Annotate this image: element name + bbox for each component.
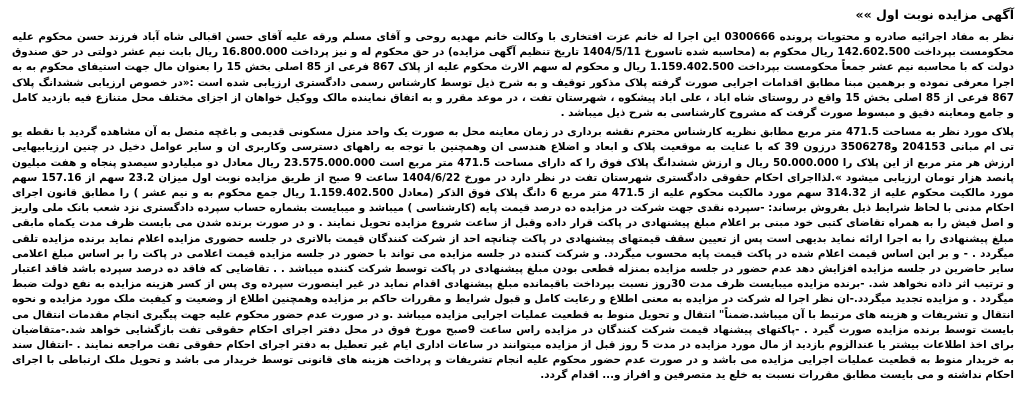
notice-paragraph-execution-details: نظر به مفاد اجرائیه صادره و محتویات پرونده 0300666 این اجرا له خانم عزت افتخاری با وکالت خانم مهدیه روحی و آقای مسلم ورقه علیه آقای حسن اقبالی شاه آباد فرزند حسن محکوم علیه محکومست بپرداخت 142.602.500 ریال محکوم به (محاسبه شده تاسورخ 1404/5/11 تاریخ تنظیم آگهی مزایده) در حق محکوم له و نیز پرداخت 16.800.000 ریال بابت نیم عشر دولتی در حق صندوق دولت که با محاسبه نیم عشر جمعاً محکومست بپرداخت 1.159.402.500 ریال و محکوم له سهم الارث محکوم علیه از پلاک 867 فرعی از 85 اصلی بخش 15 را بعنوان مال جهت استیفای محکوم به به اجرا معرفی نموده و برهمین مبنا مطابق اقدامات اجرایی صورت گرفته پلاک مذکور توقیف و به شرح ذیل توسط کارشناس رسمی دادگستری ارزیابی شده است :«در خصوص ارزیابی ششدانگ پلاک 867 فرعی از 85 اصلی بخش 15 واقع در روستای شاه اباد ، علی اباد پیشکوه ، شهرستان تفت ، در موعد مقرر و به اتفاق نماینده مالک ووکیل خواهان از اجزای مختلف محل متنازع فیه بازدید کامل و جامع ومعاینه دقیق و مبسوط صورت گرفت که مشروح کارشناسی به شرح ذیل میباشد . xyxy=(12,31,1014,120)
notice-title: آگهی مزایده نوبت اول »» xyxy=(855,7,1014,22)
notice-paragraph-property-and-conditions: پلاک مورد نظر به مساحت 471.5 متر مربع مطابق نظریه کارشناس محترم نقشه برداری در زمان معاینه محل به صورت یک واحد منزل مسکونی قدیمی و باغچه متصل به آن مشاهده گردید با نقطه یو تی ام مبانی 204153 و3506278 درزون 39 که با عنایت به موقعیت پلاک و ابعاد و اضلاع هندسی ان وهمچنین با توجه به راههای دسترسی وکاربری ان و سایر عوامل دخیل در چنین ارزیابیهایی ارزش هر متر مربع از این پلاک را 50.000.000 ریال و ارزش ششدانگ پلاک فوق را که دارای مساحت 471.5 متر مربع است 23.575.000.000 ریال معادل دو میلیاردو سیصدو پنجاه و هفت میلیون پانصد هزار تومان ارزیابی میشود ».لذااجرای احکام حقوقی دادگستری شهرستان تفت در نظر دارد در مورخ 1404/6/22 ساعت 9 صبح از طریق مزایده نوبت اول میزان 23.2 سهم از 157.16 سهم مورد مالکیت محکوم علیه از 314.32 سهم مورد مالکیت محکوم علیه از 471.5 متر مربع 6 دانگ پلاک فوق الذکر (معادل 1.159.402.500 ریال جمع محکوم به و نیم عشر ) را مطابق قانون اجرای احکام مدنی با لحاظ شرایط ذیل بفروش برساند: -سپرده نقدی جهت شرکت در مزایده ده درصد قیمت پایه (کارشناسی ) میباشد و میبایست بشماره حساب سپرده دادگستری نزد شعب بانک ملی واریز و اصل فیش را به همراه تقاضای کتبی خود مبنی بر اعلام مبلغ پیشنهادی در پاکت قرار داده وقبل از ساعت شروع مزایده تحویل نمایند . و در صورت برنده شدن می بایست ظرف مدت یکماه مابقی مبلغ پیشنهادی را به اجرا ارائه نماید بدیهی است پس از تعیین سقف قیمتهای پیشنهادی در پاکت چنانچه احد از شرکت کنندگان قیمت بالاتری در جلسه حضوری مزایده اعلام نماید برنده مزایده تلقی میگردد . - و بر این اساس قیمت اعلام شده در پاکت قیمت پایه محسوب میگردد. و شرکت کننده در جلسه مزایده می تواند با حضور در جلسه مزایده قیمت اعلامی در پاکت را بر اساس مبلغ اعلامی سایر حاضرین در جلسه مزایده افزایش دهد عدم حضور در جلسه مزایده بمنزله قطعی بودن مبلغ پیشنهادی در پاکت توسط شرکت کننده میباشد . . تقاضایی که فاقد ده درصد سپرده باشد فاقد اعتبار و ترتیب اثر داده نخواهد شد. -برنده مزایده میبایست ظرف مدت 30روز نسبت بپرداخت باقیمانده مبلغ پیشنهادی اقدام نماید در غیر اینصورت سپرده وی پس از کسر هزینه مزایده به نفع دولت ضبط میگردد . و مزایده تجدید میگردد.-ان نظر اجرا له شرکت در مزایده به معنی اطلاع و رعایت کامل و قبول شرایط و مقررات حاکم بر مزایده وهمچنین اطلاع از وضعیت و کیفیت ملک مورد مزایده و نحوه انتقال و تشریفات و هزینه های مرتبط با آن میباشد.ضمناً" انتقال و تحویل منوط به قطعیت عملیات اجرایی مزایده میباشد .و در صورت عدم حضور محکوم علیه جهت پیگیری انجام مقدمات انتقال می بایست توسط برنده مزایده صورت گیرد . -پاکتهای پیشنهاد قیمت شرکت کنندگان در مزایده راس ساعت 9صبح مورخ فوق در محل دفتر اجرای احکام حقوقی تفت بازگشایی خواهد شد.-متقاضیان برای اخذ اطلاعات بیشتر یا عندالزوم بازدید از مال مورد مزایده در مدت 5 روز قبل از مزایده میتوانند در ساعات اداری ایام غیر تعطیل به دفتر اجرای احکام حقوقی تفت مراجعه نمایند . -انتقال سند به خریدار منوط به قطعیت عملیات اجرایی مزایده می باشد و در صورت عدم حضور محکوم علیه انجام تشریفات و پرداخت هزینه های قانونی توسط خریدار می باشد و تحویل ملک ارتباطی با اجرای احکام نداشته و می بایست مطابق مقررات نسبت به خلع ید متصرفین و افراز و... اقدام گردد. xyxy=(12,126,1015,382)
